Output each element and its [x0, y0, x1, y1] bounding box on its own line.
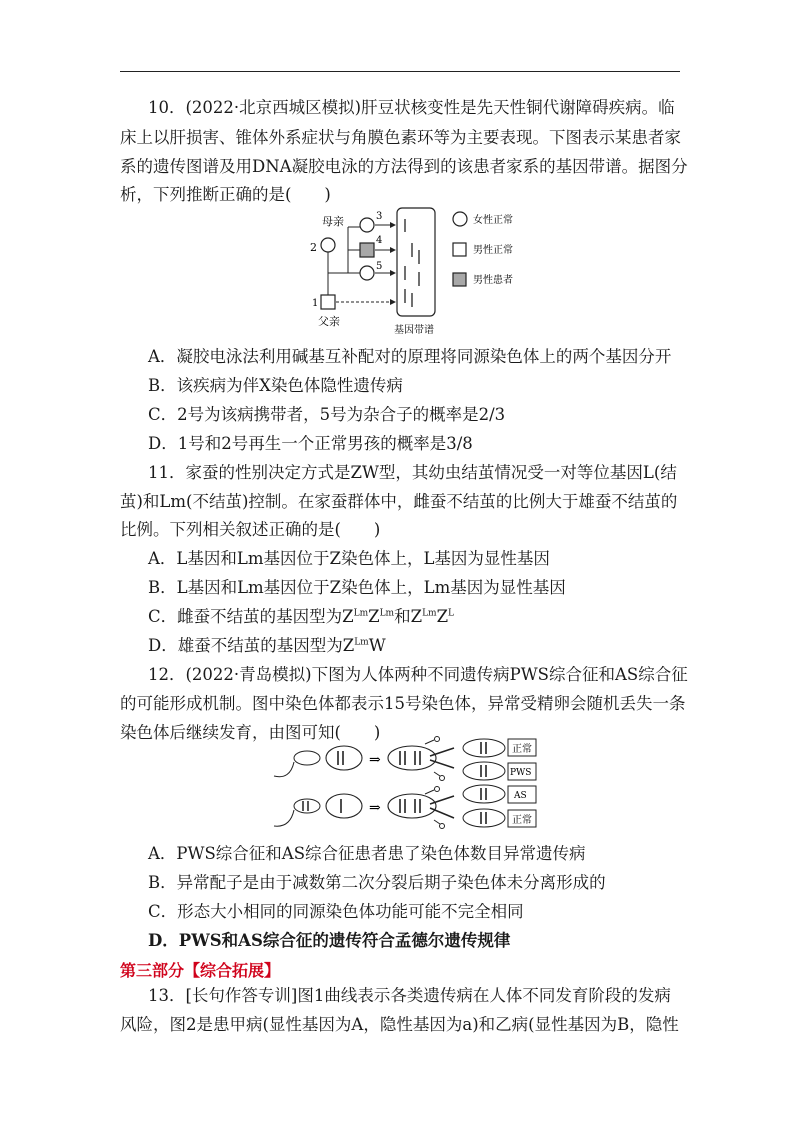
- q12-option-c: C．形态大小相同的同源染色体功能可能不完全相同: [148, 902, 524, 921]
- q10-option-b: B．该疾病为伴X染色体隐性遗传病: [148, 376, 403, 395]
- q11-option-b: B．L基因和Lm基因位于Z染色体上，Lm基因为显性基因: [148, 578, 566, 597]
- gel-box: [397, 208, 435, 316]
- legend-female-normal-symbol: [453, 212, 467, 226]
- mother-label: 母亲: [322, 215, 344, 228]
- q10-line-3: 系的遗传图谱及用DNA凝胶电泳的方法得到的该患者家系的基因带谱。据图分: [120, 157, 688, 176]
- child-4-symbol: [360, 243, 374, 257]
- header-rule: [120, 71, 680, 72]
- legend-female-normal: 女性正常: [473, 215, 513, 226]
- q10-option-a: A．凝胶电泳法利用碱基互补配对的原理将同源染色体上的两个基因分开: [148, 347, 672, 366]
- q12-option-d: D．PWS和AS综合征的遗传符合孟德尔遗传规律: [148, 931, 511, 950]
- legend-male-patient-symbol: [453, 273, 466, 286]
- q10-option-c: C．2号为该病携带者，5号为杂合子的概率是2/3: [148, 405, 506, 424]
- pws-as-figure: [272, 736, 542, 836]
- svg-text:⇒: ⇒: [369, 800, 381, 816]
- q12-option-a: A．PWS综合征和AS综合征患者患了染色体数目异常遗传病: [148, 844, 586, 863]
- label-as: AS: [514, 791, 527, 801]
- q11-option-a: A．L基因和Lm基因位于Z染色体上，L基因为显性基因: [148, 549, 550, 568]
- q12-line-3: 染色体后继续发育，由图可知( ): [120, 723, 381, 742]
- legend-male-normal: 男性正常: [473, 245, 513, 256]
- section-heading: 第三部分【综合拓展】: [120, 961, 281, 980]
- q10-option-d: D．1号和2号再生一个正常男孩的概率是3/8: [148, 434, 473, 453]
- label-normal-1: 正常: [512, 744, 532, 755]
- legend-male-patient: 男性患者: [473, 275, 513, 286]
- label-pws: PWS: [510, 768, 532, 778]
- legend-male-normal-symbol: [453, 243, 466, 256]
- svg-text:⇒: ⇒: [369, 752, 381, 768]
- num-3: 3: [376, 211, 383, 222]
- label-normal-2: 正常: [512, 815, 532, 826]
- father-symbol: [321, 295, 335, 309]
- mother-symbol: [321, 238, 335, 252]
- q10-line-4: 析，下列推断正确的是( ): [120, 185, 331, 204]
- q11-line-1: 11．家蚕的性别决定方式是ZW型，其幼虫结茧情况受一对等位基因L(结: [148, 463, 677, 482]
- gel-label: 基因带谱: [394, 325, 434, 336]
- num-1: 1: [312, 298, 319, 309]
- q12-line-1: 12．(2022·青岛模拟)下图为人体两种不同遗传病PWS综合征和AS综合征: [148, 665, 688, 684]
- num-5: 5: [376, 261, 383, 272]
- q11-option-c: C．雌蚕不结茧的基因型为$Z^{Lm}Z^{Lm}$和$Z^{Lm}Z^L$: [148, 607, 455, 626]
- q10-line-2: 床上以肝损害、锥体外系症状与角膜色素环等为主要表现。下图表示某患者家: [120, 128, 681, 147]
- q11-line-2: 茧)和Lm(不结茧)控制。在家蚕群体中，雌蚕不结茧的比例大于雄蚕不结茧的: [120, 492, 678, 511]
- pedigree-figure: [300, 205, 560, 337]
- q13-line-2: 风险，图2是患甲病(显性基因为A，隐性基因为a)和乙病(显性基因为B，隐性: [120, 1015, 679, 1034]
- child-5-symbol: [360, 266, 374, 280]
- num-4: 4: [376, 235, 383, 246]
- q12-option-b: B．异常配子是由于减数第二次分裂后期子染色体未分离形成的: [148, 873, 606, 892]
- child-3-symbol: [360, 218, 374, 232]
- q10-line-1: 10．(2022·北京西城区模拟)肝豆状核变性是先天性铜代谢障碍疾病。临: [148, 98, 675, 117]
- father-label: 父亲: [318, 315, 340, 328]
- q11-option-d: D．雄蚕不结茧的基因型为$Z^{Lm}W$: [148, 636, 386, 655]
- q11-line-3: 比例。下列相关叙述正确的是( ): [120, 520, 381, 539]
- q13-line-1: 13．[长句作答专训]图1曲线表示各类遗传病在人体不同发育阶段的发病: [148, 986, 671, 1005]
- q12-line-2: 的可能形成机制。图中染色体都表示15号染色体，异常受精卵会随机丢失一条: [120, 694, 686, 713]
- num-2: 2: [310, 241, 317, 254]
